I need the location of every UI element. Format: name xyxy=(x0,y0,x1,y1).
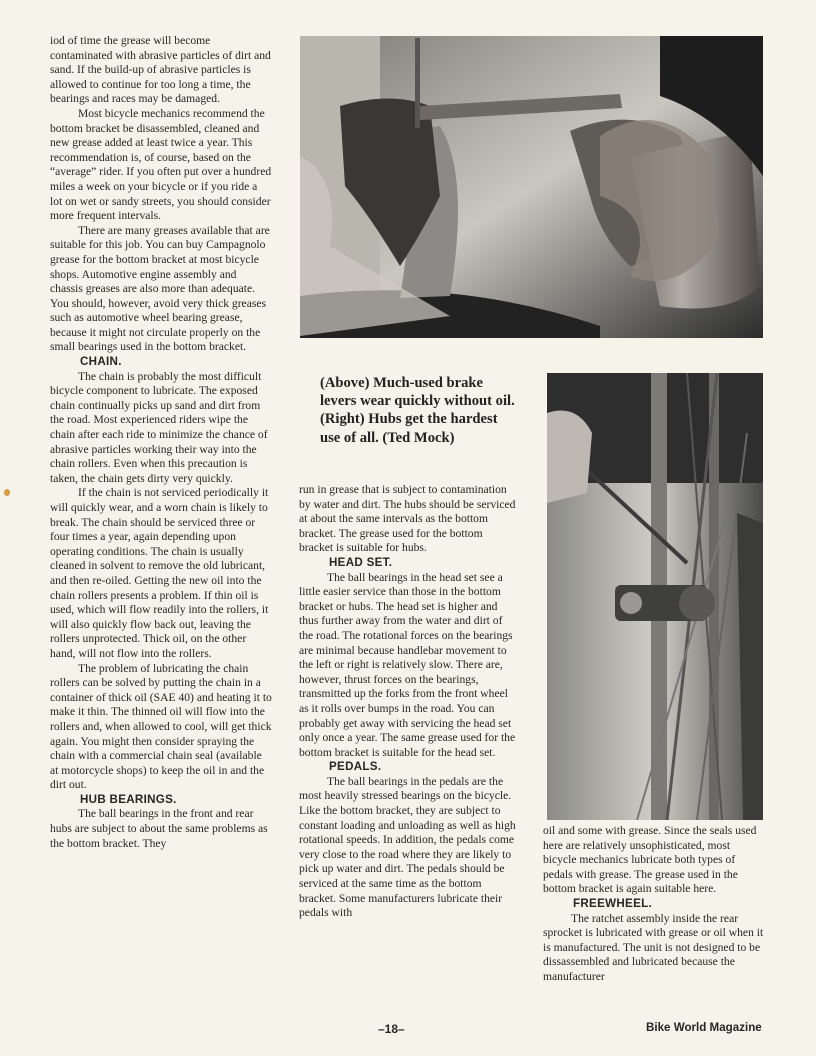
section-heading: FREEWHEEL. xyxy=(573,896,653,910)
left-text-column xyxy=(50,34,272,851)
paragraph: iod of time the grease will become contaminated with abrasive particles of dirt and sand. If the build-up of abrasive particles is allowed to continue for too long a time, the bearings and races may be damaged. xyxy=(50,34,271,106)
paragraph: The ball bearings in the front and rear hubs are subject to about the same problems as the bottom bracket. They xyxy=(50,807,268,850)
bicycle-hub-photo xyxy=(547,373,763,820)
middle-text-column xyxy=(299,483,519,921)
paragraph: The chain is probably the most difficult bicycle component to lubricate. The exposed chain continually picks up sand and dirt from the road. Most experienced riders wipe the chain after each ride to minimize the chance of abrasive particles working their way into the chain rollers. Even when this precaution is taken, the chain gets dirty very quickly. xyxy=(50,369,268,485)
section-heading: CHAIN. xyxy=(80,355,122,369)
section-heading: HUB BEARINGS. xyxy=(80,792,177,806)
right-text-column xyxy=(543,824,765,985)
paragraph: The ball bearings in the pedals are the most heavily stressed bearings on the bicycle. Like the bottom bracket, they are subject to constant loading and unloading as well as high rotational speeds. In addition, the pedals come very close to the road where they are likely to pick up water and dirt. The pedals should be serviced at the same time as the bottom bracket. Some manufacturers lubricate their pedals with xyxy=(299,774,516,920)
paragraph: If the chain is not serviced periodically it will quickly wear, and a worn chain is likely to break. The chain should be serviced three or four times a year, again depending upon operating conditions. The chain is usually cleaned in solvent to remove the old lubricant, and then re-oiled. Getting the new oil into the chain rollers presents a problem. If thin oil is used, which will flow readily into the rollers, it will also quickly flow back out, leaving the rollers unprotected. Thick oil, on the other hand, will not flow into the rollers. xyxy=(50,486,269,660)
brake-lever-photo xyxy=(300,36,763,338)
photo-caption: (Above) Much-used brake levers wear quickly without oil. (Right) Hubs get the hardest use of all. (Ted Mock) xyxy=(320,375,515,446)
section-heading: HEAD SET. xyxy=(329,555,393,569)
paragraph: Most bicycle mechanics recommend the bottom bracket be disassembled, cleaned and new grease added at least twice a year. This recommendation is, of course, based on the “average” rider. If you often put over a hundred miles a week on your bicycle or if you ride a lot on wet or sandy streets, you should consider more frequent intervals. xyxy=(50,106,272,223)
section-heading: PEDALS. xyxy=(329,760,382,774)
paragraph: The problem of lubricating the chain rollers can be solved by putting the chain in a container of thick oil (SAE 40) and heating it to make it thin. The thinned oil will flow into the rollers and, when allowed to cool, will get thick again. You might then consider spraying the chain with a commercial chain seal (available at motorcycle shops) to keep the oil in and the dirt out. xyxy=(50,661,272,792)
paragraph: The ratchet assembly inside the rear sprocket is lubricated with grease or oil when it is manufactured. The unit is not designed to be dissassembled and lubricated because the manufacturer xyxy=(543,911,764,983)
magazine-name: Bike World Magazine xyxy=(646,1021,762,1034)
paragraph: There are many greases available that are suitable for this job. You can buy Campagnolo grease for the bottom bracket at most bicycle shops. Automotive engine assembly and chassis greases are also more than adequate. You should, however, avoid very thick greases such as automotive wheel bearing grease, because it might not circulate properly on the small bearings used in the bottom bracket. xyxy=(50,223,270,354)
page-margin-mark xyxy=(4,489,10,496)
paragraph: oil and some with grease. Since the seals used here are relatively unsophisticated, most bicycle mechanics lubricate both types of pedals with grease. The grease used in the bottom bracket is again suitable here. xyxy=(543,824,757,896)
paragraph: run in grease that is subject to contamination by water and dirt. The hubs should be serviced at about the same intervals as the bottom bracket. The grease used for the bottom bracket is suitable for hubs. xyxy=(299,483,516,555)
paragraph: The ball bearings in the head set see a little easier service than those in the bottom bracket or hubs. The head set is higher and thus further away from the water and dirt of the road. The rotational forces on the bearings are minimal because handlebar movement to the left or right is relatively slow. There are, however, thrust forces on the bearings, transmitted up the forks from the front wheel as it rolls over bumps in the road. You can probably get away with servicing the head set only once a year. The same grease used for the bottom bracket is suitable for the head set. xyxy=(299,570,516,759)
page-number: –18– xyxy=(378,1022,405,1036)
